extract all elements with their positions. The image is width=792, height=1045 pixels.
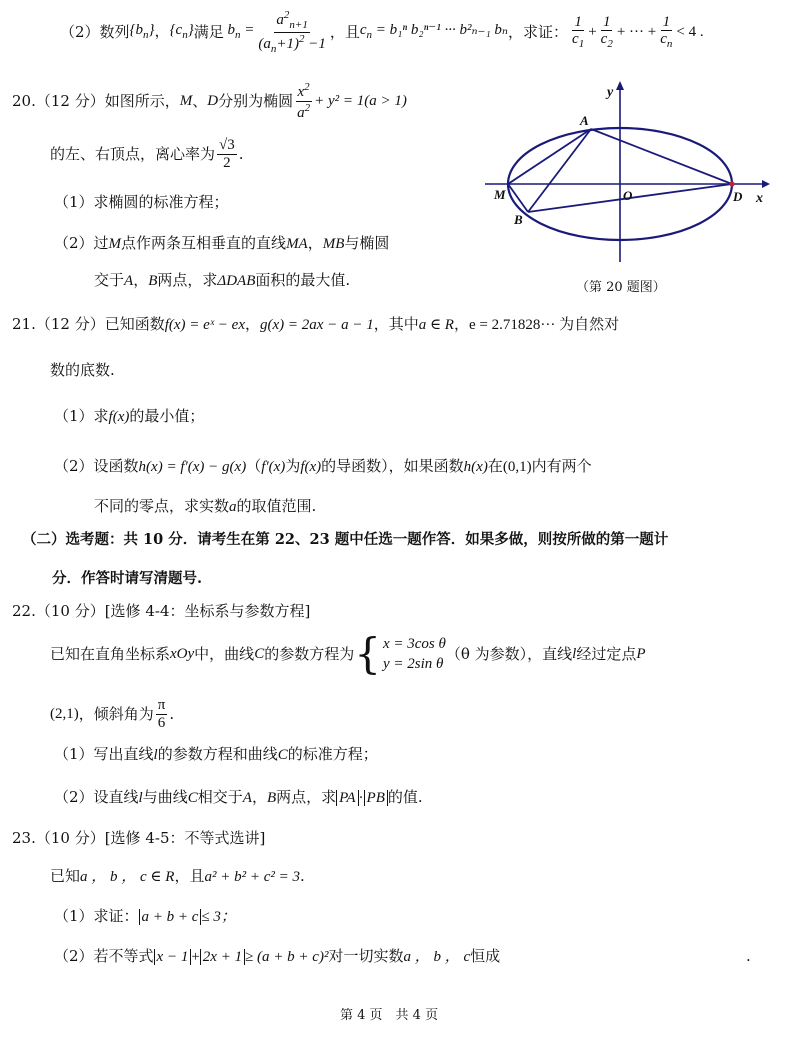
cn-def: $c_n = b_1^n$ b₂ⁿ⁻¹ ··· b²ₙ₋₁ bₙ — [359, 22, 508, 42]
q20-eccentricity-text: 的左、右顶点，离心率为 — [50, 145, 216, 163]
c-sequence: $\{c_n\}$ — [169, 22, 194, 42]
label-O: O — [623, 188, 633, 203]
bn-fraction: $\frac{a^2_{n+1}}{(a_n+1)^2 -1}$ — [258, 9, 326, 55]
q19-part2: （2）数列 $\{b_n\}$ ， $\{c_n\}$ 满足 $b_n$ = $\frac{a^2_{n+1}}{(a_n+1)^2 -1}$ ，且 $c_n = b_1^n$ b₂ⁿ⁻¹ ··· b²ₙ₋₁ bₙ ，求证： $\frac{1}{c_1}$ + $\frac{1}{c_2}$ + ··· + $\frac{1}{c_n}$ < 4 . — [60, 9, 704, 55]
sum-dots: + ··· + — [616, 24, 657, 40]
q23-head: 23.（10 分）[选修 4-5：不等式选讲] — [12, 829, 266, 847]
q22-sub1: （1）写出直线l的参数方程和曲线C的标准方程； — [54, 745, 378, 763]
q20-sub2b: 交于A，B两点，求ΔDAB面积的最大值. — [94, 271, 351, 289]
label-B: B — [514, 212, 523, 227]
chord-AD — [591, 129, 732, 184]
page-footer: 第 4 页 共 4 页 — [340, 1008, 439, 1023]
label-x: x — [756, 191, 763, 206]
bn-def: $b_n$ = — [227, 22, 255, 42]
q22-sub2: （2）设直线l与曲线C相交于A，B两点，求 PA · PB 的值. — [54, 788, 423, 806]
q19-cond: 满足 — [193, 23, 224, 41]
q21-sub2b: 不同的零点，求实数a的取值范围. — [94, 497, 317, 515]
param-system: { x = 3cos θ y = 2sin θ — [354, 629, 446, 678]
b-sequence: $\{b_n\}$ — [129, 22, 155, 42]
q20-line1 — [12, 78, 407, 124]
eccentricity-frac: $\frac{√3}{2}$ — [219, 137, 235, 171]
chord-MA — [508, 129, 591, 184]
angle-frac: $\frac{\pi}{6}$ — [157, 697, 166, 731]
point-D — [729, 181, 734, 186]
q20-sub2: （2）过M点作两条互相垂直的直线MA，MB与椭圆 — [54, 234, 390, 252]
label-A: A — [580, 113, 589, 128]
sep: 、 — [192, 92, 208, 110]
q23-sub2: （2）若不等式 x − 1 + 2x + 1 ≥ (a + b + c)²对一切实数a ， b ， c恒成 — [54, 947, 501, 965]
q19-part2-prefix: （2）数列 — [60, 23, 130, 41]
q21-line1: 21.（12 分）已知函数f(x) = eˣ − ex，g(x) = 2ax − a − 1，其中a ∈ R，e = 2.71828··· 为自然对 — [12, 315, 620, 333]
q21-sub1: （1）求f(x)的最小值； — [54, 407, 205, 425]
q19-and: ，且 — [329, 23, 360, 41]
q20-line2 — [50, 130, 244, 178]
label-D: D — [733, 189, 743, 204]
q21-sub2: （2）设函数h(x) = f′(x) − g(x)（f′(x)为f(x)的导函数），如果函数h(x)在(0,1)内有两个 — [54, 457, 592, 475]
ellipse-frac: $\frac{x^2}{a^2}$ — [297, 81, 311, 121]
chord-AB — [528, 129, 591, 212]
frac-1-c1: $\frac{1}{c_1}$ — [572, 13, 585, 51]
q20-head: 20.（12 分）如图所示， — [12, 92, 180, 110]
ellipse-rest: + y² = 1 — [314, 93, 365, 109]
label-y: y — [607, 85, 614, 100]
q19-prove: ，求证： — [508, 23, 569, 41]
section2-line2: 分．作答时请写清题号. — [52, 570, 203, 587]
q23-trailing-period: . — [746, 947, 751, 965]
ellipse-cond: (a > 1) — [364, 93, 407, 109]
q22-head: 22.（10 分）[选修 4-4：坐标系与参数方程] — [12, 602, 311, 620]
lt-four: < 4 . — [676, 24, 704, 40]
q22-line1: 已知在直角坐标系 xOy 中，曲线 C 的参数方程为 { x = 3cos θ y = 2sin θ （θ 为参数），直线 l 经过定点 P — [50, 629, 646, 678]
q23-sub1: （1）求证： a + b + c ≤ 3； — [54, 907, 236, 925]
label-M: M — [494, 187, 506, 202]
q20-sub1: （1）求椭圆的标准方程； — [54, 193, 229, 211]
q20-figure — [480, 76, 780, 276]
q21-line2: 数的底数. — [50, 361, 115, 379]
period: . — [238, 145, 244, 163]
frac-1-cn: $\frac{1}{c_n}$ — [660, 13, 673, 51]
var-M: M — [179, 93, 193, 109]
y-axis-arrow — [616, 81, 624, 90]
section2-line1: （二）选考题：共 10 分．请考生在第 22、23 题中任选一题作答．如果多做，则按所做的第一题计 — [22, 531, 669, 548]
q22-line2: (2,1) ，倾斜角为 $\frac{\pi}{6}$ . — [50, 697, 175, 731]
q20-mid: 分别为椭圆 — [218, 92, 294, 110]
figure-caption: （第 20 题图） — [576, 280, 666, 295]
x-axis-arrow — [762, 180, 770, 188]
q23-line1: 已知a ， b ， c ∈ R，且a² + b² + c² = 3. — [50, 867, 305, 885]
var-D: D — [207, 93, 219, 109]
frac-1-c2: $\frac{1}{c_2}$ — [600, 13, 613, 51]
